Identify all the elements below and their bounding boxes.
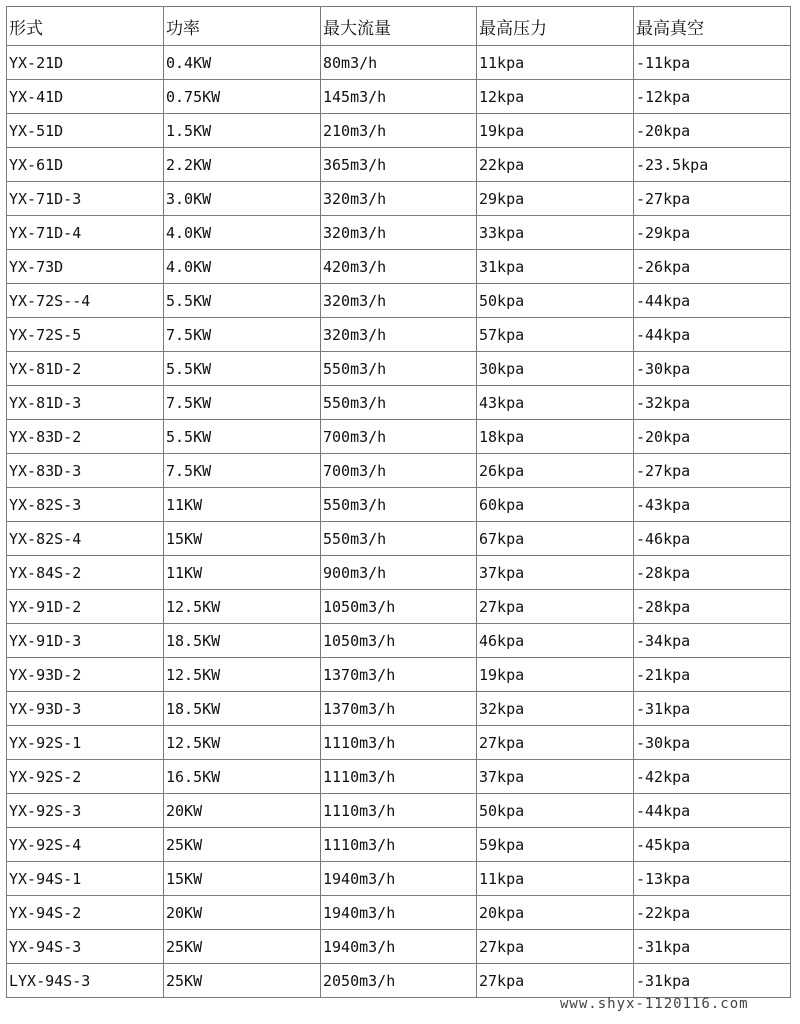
cell-model: YX-94S-2 — [7, 896, 164, 930]
cell-model: YX-92S-1 — [7, 726, 164, 760]
cell-max-vacuum: -46kpa — [634, 522, 791, 556]
cell-max-vacuum: -44kpa — [634, 284, 791, 318]
table-row — [7, 828, 791, 862]
table-row — [7, 420, 791, 454]
cell-max-pressure: 43kpa — [477, 386, 634, 420]
cell-power: 18.5KW — [164, 624, 321, 658]
cell-power: 4.0KW — [164, 250, 321, 284]
cell-max-vacuum: -30kpa — [634, 352, 791, 386]
cell-max-pressure: 27kpa — [477, 590, 634, 624]
cell-max-pressure: 33kpa — [477, 216, 634, 250]
cell-max-flow: 210m3/h — [321, 114, 477, 148]
cell-model: YX-93D-3 — [7, 692, 164, 726]
cell-max-flow: 1110m3/h — [321, 794, 477, 828]
cell-max-flow: 1110m3/h — [321, 828, 477, 862]
cell-max-pressure: 59kpa — [477, 828, 634, 862]
cell-max-vacuum: -28kpa — [634, 556, 791, 590]
table-row — [7, 318, 791, 352]
cell-power: 11KW — [164, 556, 321, 590]
table-row — [7, 590, 791, 624]
cell-max-flow: 2050m3/h — [321, 964, 477, 998]
table-row — [7, 386, 791, 420]
cell-model: LYX-94S-3 — [7, 964, 164, 998]
cell-max-pressure: 18kpa — [477, 420, 634, 454]
cell-max-pressure: 50kpa — [477, 284, 634, 318]
cell-max-vacuum: -27kpa — [634, 182, 791, 216]
cell-model: YX-83D-3 — [7, 454, 164, 488]
header-power: 功率 — [164, 7, 321, 46]
cell-max-vacuum: -42kpa — [634, 760, 791, 794]
cell-model: YX-82S-3 — [7, 488, 164, 522]
cell-max-flow: 900m3/h — [321, 556, 477, 590]
table-row — [7, 624, 791, 658]
cell-power: 12.5KW — [164, 726, 321, 760]
cell-power: 2.2KW — [164, 148, 321, 182]
cell-max-vacuum: -20kpa — [634, 420, 791, 454]
cell-max-pressure: 37kpa — [477, 556, 634, 590]
cell-max-flow: 550m3/h — [321, 522, 477, 556]
cell-max-vacuum: -26kpa — [634, 250, 791, 284]
cell-model: YX-51D — [7, 114, 164, 148]
cell-model: YX-41D — [7, 80, 164, 114]
cell-power: 7.5KW — [164, 318, 321, 352]
cell-max-pressure: 31kpa — [477, 250, 634, 284]
cell-max-flow: 1940m3/h — [321, 930, 477, 964]
cell-max-flow: 1940m3/h — [321, 862, 477, 896]
table-row — [7, 692, 791, 726]
cell-max-flow: 320m3/h — [321, 318, 477, 352]
cell-power: 3.0KW — [164, 182, 321, 216]
cell-max-vacuum: -43kpa — [634, 488, 791, 522]
cell-model: YX-94S-3 — [7, 930, 164, 964]
table-row — [7, 658, 791, 692]
cell-power: 12.5KW — [164, 590, 321, 624]
cell-max-vacuum: -23.5kpa — [634, 148, 791, 182]
table-row — [7, 284, 791, 318]
cell-model: YX-92S-3 — [7, 794, 164, 828]
cell-power: 7.5KW — [164, 386, 321, 420]
cell-max-pressure: 29kpa — [477, 182, 634, 216]
cell-max-flow: 700m3/h — [321, 454, 477, 488]
table-row — [7, 862, 791, 896]
table-row — [7, 114, 791, 148]
table-row — [7, 46, 791, 80]
cell-max-vacuum: -31kpa — [634, 692, 791, 726]
cell-max-flow: 1940m3/h — [321, 896, 477, 930]
cell-max-flow: 550m3/h — [321, 488, 477, 522]
cell-max-flow: 365m3/h — [321, 148, 477, 182]
cell-max-flow: 320m3/h — [321, 182, 477, 216]
table-row — [7, 352, 791, 386]
cell-max-flow: 420m3/h — [321, 250, 477, 284]
cell-max-vacuum: -30kpa — [634, 726, 791, 760]
cell-model: YX-72S--4 — [7, 284, 164, 318]
cell-max-vacuum: -11kpa — [634, 46, 791, 80]
cell-max-pressure: 60kpa — [477, 488, 634, 522]
cell-power: 4.0KW — [164, 216, 321, 250]
cell-max-flow: 80m3/h — [321, 46, 477, 80]
cell-power: 5.5KW — [164, 420, 321, 454]
spec-table — [6, 6, 791, 998]
table-row — [7, 454, 791, 488]
cell-model: YX-71D-3 — [7, 182, 164, 216]
cell-max-pressure: 27kpa — [477, 964, 634, 998]
cell-max-pressure: 20kpa — [477, 896, 634, 930]
header-max-vacuum: 最高真空 — [634, 7, 791, 46]
cell-max-pressure: 11kpa — [477, 46, 634, 80]
cell-max-pressure: 27kpa — [477, 930, 634, 964]
table-row — [7, 964, 791, 998]
table-row — [7, 794, 791, 828]
table-row — [7, 930, 791, 964]
cell-max-flow: 320m3/h — [321, 216, 477, 250]
cell-power: 15KW — [164, 522, 321, 556]
cell-power: 18.5KW — [164, 692, 321, 726]
cell-model: YX-83D-2 — [7, 420, 164, 454]
cell-max-vacuum: -22kpa — [634, 896, 791, 930]
cell-max-vacuum: -44kpa — [634, 318, 791, 352]
cell-max-pressure: 30kpa — [477, 352, 634, 386]
cell-max-flow: 1110m3/h — [321, 726, 477, 760]
table-body — [7, 46, 791, 998]
cell-max-pressure: 32kpa — [477, 692, 634, 726]
cell-max-pressure: 19kpa — [477, 658, 634, 692]
cell-power: 0.4KW — [164, 46, 321, 80]
header-max-flow: 最大流量 — [321, 7, 477, 46]
cell-power: 11KW — [164, 488, 321, 522]
cell-max-flow: 145m3/h — [321, 80, 477, 114]
cell-model: YX-21D — [7, 46, 164, 80]
cell-power: 7.5KW — [164, 454, 321, 488]
header-row — [7, 7, 791, 46]
table-row — [7, 148, 791, 182]
cell-max-vacuum: -44kpa — [634, 794, 791, 828]
cell-max-pressure: 12kpa — [477, 80, 634, 114]
cell-power: 12.5KW — [164, 658, 321, 692]
cell-max-pressure: 46kpa — [477, 624, 634, 658]
cell-power: 5.5KW — [164, 352, 321, 386]
cell-power: 25KW — [164, 828, 321, 862]
cell-max-pressure: 19kpa — [477, 114, 634, 148]
cell-max-pressure: 37kpa — [477, 760, 634, 794]
cell-max-pressure: 67kpa — [477, 522, 634, 556]
cell-max-flow: 320m3/h — [321, 284, 477, 318]
cell-power: 16.5KW — [164, 760, 321, 794]
cell-max-pressure: 22kpa — [477, 148, 634, 182]
cell-max-flow: 700m3/h — [321, 420, 477, 454]
cell-power: 0.75KW — [164, 80, 321, 114]
cell-max-pressure: 27kpa — [477, 726, 634, 760]
cell-power: 15KW — [164, 862, 321, 896]
table-row — [7, 250, 791, 284]
table-row — [7, 80, 791, 114]
cell-max-pressure: 50kpa — [477, 794, 634, 828]
table-row — [7, 896, 791, 930]
table-row — [7, 760, 791, 794]
cell-max-vacuum: -28kpa — [634, 590, 791, 624]
cell-max-flow: 550m3/h — [321, 386, 477, 420]
cell-model: YX-61D — [7, 148, 164, 182]
cell-power: 25KW — [164, 930, 321, 964]
table-row — [7, 216, 791, 250]
table-row — [7, 182, 791, 216]
cell-max-vacuum: -21kpa — [634, 658, 791, 692]
cell-model: YX-73D — [7, 250, 164, 284]
cell-power: 25KW — [164, 964, 321, 998]
cell-model: YX-93D-2 — [7, 658, 164, 692]
header-max-pressure: 最高压力 — [477, 7, 634, 46]
cell-max-vacuum: -12kpa — [634, 80, 791, 114]
cell-model: YX-92S-2 — [7, 760, 164, 794]
cell-max-pressure: 57kpa — [477, 318, 634, 352]
watermark-text: www.shyx-1120116.com — [560, 996, 749, 1012]
cell-model: YX-81D-2 — [7, 352, 164, 386]
cell-max-vacuum: -31kpa — [634, 964, 791, 998]
cell-model: YX-71D-4 — [7, 216, 164, 250]
cell-model: YX-82S-4 — [7, 522, 164, 556]
cell-max-vacuum: -31kpa — [634, 930, 791, 964]
cell-max-flow: 1050m3/h — [321, 624, 477, 658]
cell-model: YX-91D-2 — [7, 590, 164, 624]
cell-model: YX-94S-1 — [7, 862, 164, 896]
cell-max-vacuum: -34kpa — [634, 624, 791, 658]
cell-max-pressure: 26kpa — [477, 454, 634, 488]
cell-max-flow: 1370m3/h — [321, 658, 477, 692]
cell-model: YX-91D-3 — [7, 624, 164, 658]
cell-power: 5.5KW — [164, 284, 321, 318]
cell-max-vacuum: -32kpa — [634, 386, 791, 420]
header-model: 形式 — [7, 7, 164, 46]
table-row — [7, 488, 791, 522]
cell-max-flow: 1110m3/h — [321, 760, 477, 794]
cell-max-vacuum: -13kpa — [634, 862, 791, 896]
cell-power: 20KW — [164, 896, 321, 930]
table-row — [7, 726, 791, 760]
cell-max-vacuum: -20kpa — [634, 114, 791, 148]
cell-max-vacuum: -29kpa — [634, 216, 791, 250]
table-row — [7, 556, 791, 590]
cell-max-vacuum: -45kpa — [634, 828, 791, 862]
cell-power: 20KW — [164, 794, 321, 828]
table-row — [7, 522, 791, 556]
cell-model: YX-92S-4 — [7, 828, 164, 862]
cell-model: YX-72S-5 — [7, 318, 164, 352]
cell-power: 1.5KW — [164, 114, 321, 148]
cell-max-vacuum: -27kpa — [634, 454, 791, 488]
cell-model: YX-81D-3 — [7, 386, 164, 420]
cell-model: YX-84S-2 — [7, 556, 164, 590]
cell-max-pressure: 11kpa — [477, 862, 634, 896]
cell-max-flow: 1050m3/h — [321, 590, 477, 624]
cell-max-flow: 550m3/h — [321, 352, 477, 386]
cell-max-flow: 1370m3/h — [321, 692, 477, 726]
